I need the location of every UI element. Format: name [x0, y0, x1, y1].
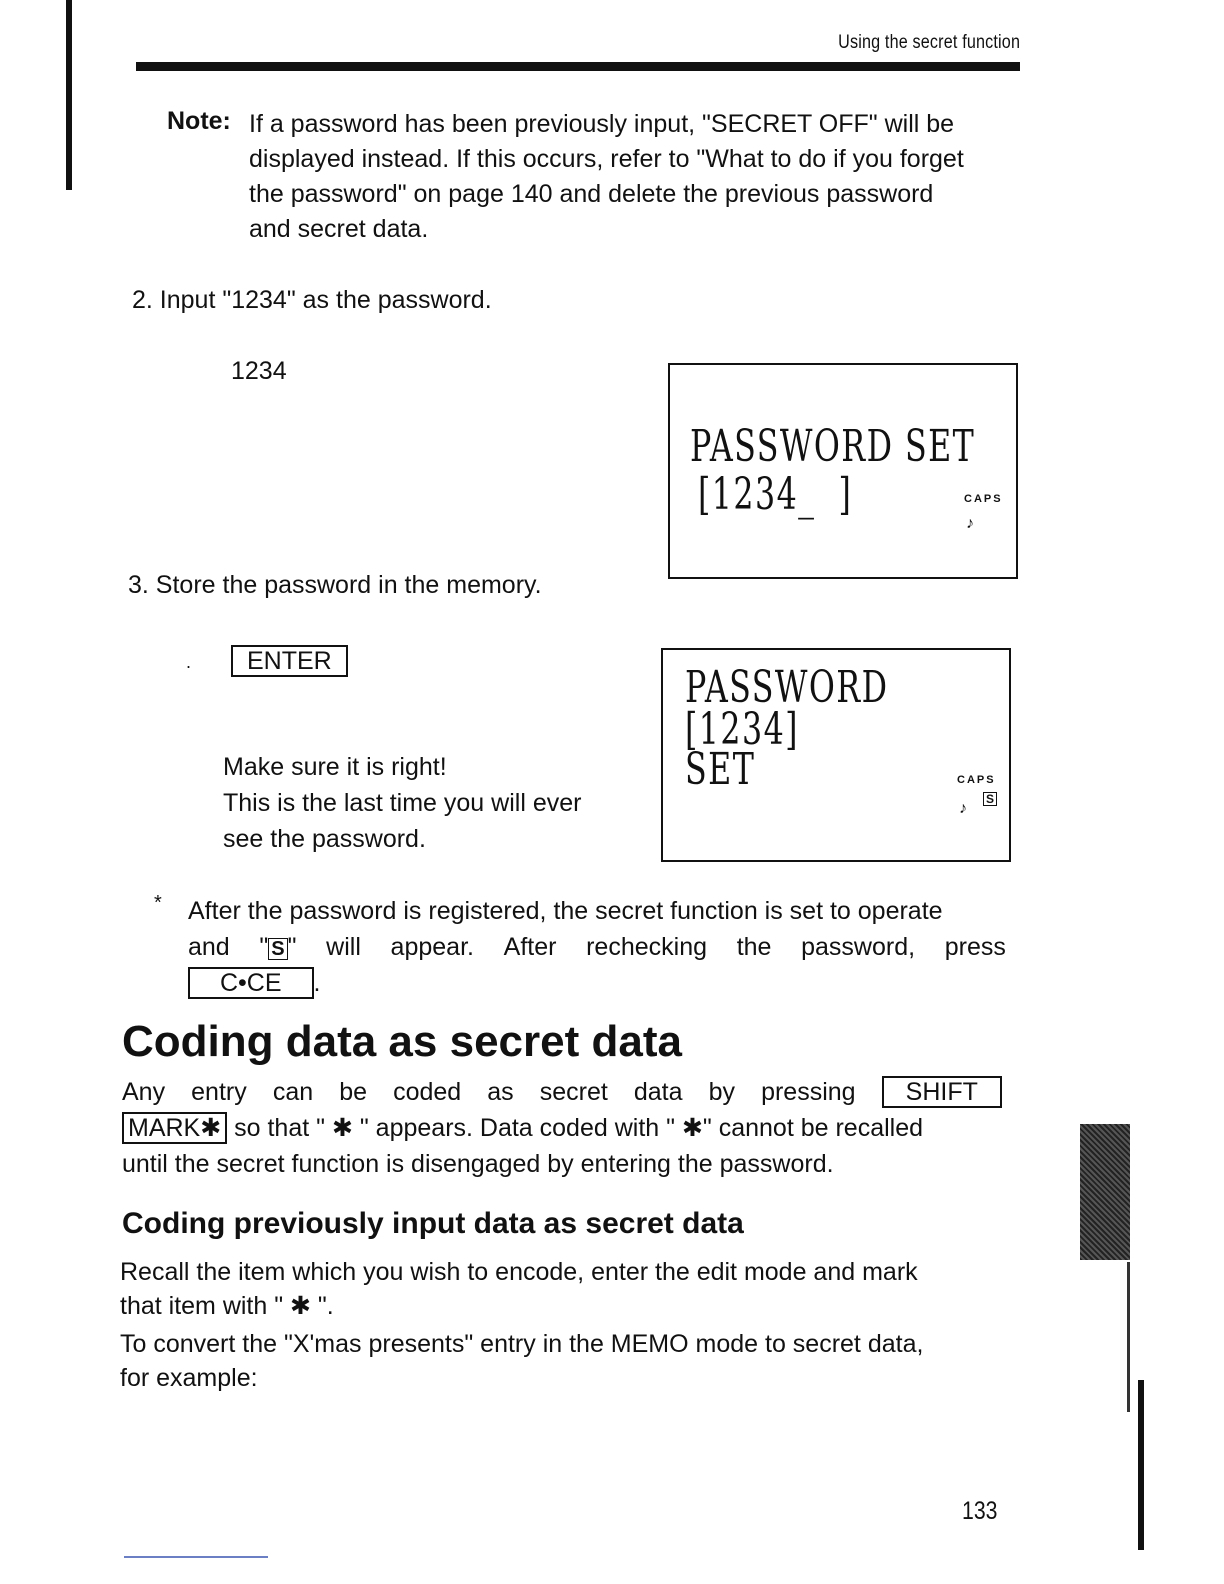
secret-indicator-icon: S	[983, 790, 997, 808]
note-line: the password" on page 140 and delete the previous password	[249, 180, 934, 208]
lcd-line-1: PASSWORD	[685, 662, 889, 713]
confirm-line: This is the last time you will ever	[223, 789, 582, 817]
note-line: C•CE .	[188, 965, 1008, 1001]
paragraph-line: until the secret function is disengaged by entering the password.	[122, 1150, 834, 1178]
running-header: Using the secret function	[837, 32, 1020, 53]
paragraph-line: Any entry can be coded as secret data by pressing SHIFT	[122, 1074, 1002, 1110]
note-line: and " S " will appear. After rechecking the password, press	[188, 933, 1006, 961]
subsection-title: Coding previously input data as secret data	[122, 1207, 744, 1240]
paragraph-line: that item with " ✱ ".	[120, 1292, 334, 1320]
section-paragraph	[122, 1074, 1004, 1182]
step-2-text: 2. Input "1234" as the password.	[132, 286, 492, 314]
shift-key: SHIFT	[882, 1076, 1002, 1108]
paragraph-line: To convert the "X'mas presents" entry in the MEMO mode to secret data,	[120, 1330, 924, 1358]
thumb-index-tab	[1080, 1124, 1130, 1260]
cce-key: C•CE	[188, 967, 314, 999]
paragraph-line: MARK✱ so that " ✱ " appears. Data coded with " ✱" cannot be recalled	[122, 1110, 1004, 1146]
note-line: After the password is registered, the secret function is set to operate	[188, 897, 943, 925]
page-number: 133	[962, 1497, 998, 1525]
lcd-display-password-confirm	[661, 648, 1011, 862]
after-registration-note	[188, 893, 1008, 1001]
note-line: and secret data.	[249, 215, 429, 243]
scan-edge-mark	[1138, 1380, 1144, 1550]
lcd-line-2: [1234_ ]	[698, 469, 853, 520]
secret-symbol-icon: S	[268, 938, 287, 960]
caps-indicator: CAPS	[957, 774, 996, 786]
typed-password: 1234	[231, 357, 287, 385]
mark-key: MARK✱	[122, 1112, 227, 1144]
note-body	[249, 107, 1029, 247]
bullet-asterisk: *	[154, 892, 162, 914]
lcd-line-3: SET	[685, 744, 756, 795]
confirm-message	[223, 749, 581, 857]
bottom-edge-mark	[124, 1556, 268, 1558]
scan-edge-mark	[1127, 1262, 1130, 1412]
lcd-line-1: PASSWORD SET	[690, 421, 976, 472]
section-title: Coding data as secret data	[122, 1017, 682, 1066]
lcd-display-password-set	[668, 363, 1018, 579]
enter-key: ENTER	[231, 645, 348, 677]
paragraph-line: Recall the item which you wish to encode, enter the edit mode and mark	[120, 1258, 918, 1286]
note-line: If a password has been previously input, "SECRET OFF" will be	[249, 110, 955, 138]
caps-indicator: CAPS	[964, 493, 1003, 505]
margin-bar	[66, 0, 72, 190]
note-line: displayed instead. If this occurs, refer to "What to do if you forget	[249, 145, 964, 173]
step-3-text: 3. Store the password in the memory.	[128, 571, 542, 599]
header-rule	[136, 62, 1020, 71]
note-label: Note:	[167, 107, 231, 135]
note-icon: ♪	[966, 515, 974, 532]
confirm-line: see the password.	[223, 825, 426, 853]
dot-mark: .	[186, 652, 192, 672]
paragraph-line: for example:	[120, 1364, 258, 1392]
confirm-line: Make sure it is right!	[223, 753, 447, 781]
lcd-line-2: [1234]	[685, 704, 799, 755]
note-icon: ♪	[959, 800, 967, 817]
subsection-paragraph	[120, 1255, 1010, 1395]
